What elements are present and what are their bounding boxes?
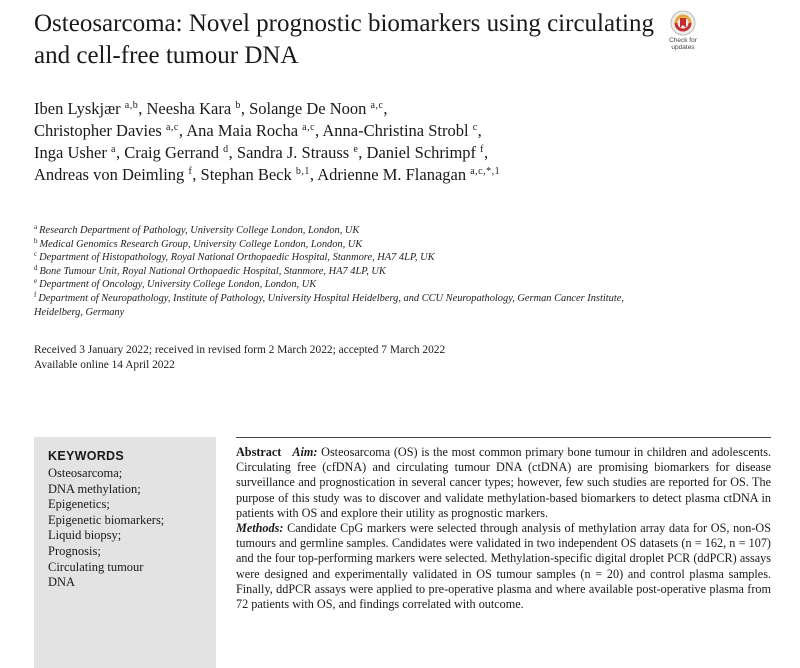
article-history: [34, 343, 674, 373]
keyword[interactable]: Circulating tumour DNA: [48, 559, 144, 590]
author[interactable]: Adrienne M. Flanagan $^{a,c,*,1}$: [317, 165, 501, 184]
author[interactable]: Christopher Davies $^{a,c}$: [34, 121, 179, 140]
author[interactable]: Andreas von Deimling $^f$: [34, 165, 193, 184]
affiliation: $^a$ Research Department of Pathology, University College London, London, UK: [34, 223, 360, 236]
author[interactable]: Solange De Noon $^{a,c}$: [249, 99, 384, 118]
affiliation: $^f$ Department of Neuropathology, Institute of Pathology, University Hospital Heidelberg, and CCU Neuropathology, German Cancer Institute, Heidelberg, Germany: [34, 290, 624, 318]
aim-label: Aim:: [292, 445, 318, 459]
badge-text-line2: updates: [671, 44, 695, 51]
author[interactable]: Anna-Christina Strobl $^c$: [322, 121, 478, 140]
abstract-methods: [236, 521, 771, 612]
author[interactable]: Ana Maia Rocha $^{a,c}$: [186, 121, 316, 140]
affiliation: $^d$ Bone Tumour Unit, Royal National Orthopaedic Hospital, Stanmore, HA7 4LP, UK: [34, 263, 386, 277]
check-for-updates-badge[interactable]: [660, 10, 706, 56]
paper-title: Osteosarcoma: Novel prognostic biomarkers using circulating and cell-free tumour DNA: [34, 10, 654, 69]
author[interactable]: Iben Lyskjær $^{a,b}$: [34, 99, 139, 118]
affiliation: $^e$ Department of Oncology, University College London, London, UK: [34, 277, 317, 291]
author-list: Iben Lyskjær $^{a,b}$, Neesha Kara $^b$, Solange De Noon $^{a,c}$, Christopher Davies $^{a,c}$, Ana Maia Rocha $^{a,c}$, Anna-Christina Strobl $^c$, Inga Usher $^a$, Craig Gerrand $^d$, Sandra J. Strauss $^e$, Daniel Schrimpf $^f$, Andreas von Deimling $^f$, Stephan Beck $^{b,1}$, Adrienne M. Flanagan $^{a,c,*,1}$: [34, 99, 501, 184]
methods-text: Candidate CpG markers were selected through analysis of methylation array data for OS, non-OS tumours and germline samples. Candidates were validated in two independent OS datasets (n = 162, n = 107) and the four top-performing markers were selected. Methylation-specific digital droplet PCR (ddPCR) assays were designed and experimentally validated in OS tumour samples (n = 20) and control plasma samples. Finally, ddPCR assays were applied to pre-operative plasma and where available post-operative plasma from 72 patients with OS, and findings correlated with outcome.: [236, 521, 771, 612]
keyword[interactable]: Epigenetics;: [48, 497, 110, 512]
abstract-label: Abstract: [236, 445, 282, 459]
keywords-box: [34, 437, 216, 668]
keywords-list: [48, 466, 206, 591]
aim-text: Osteosarcoma (OS) is the most common primary bone tumour in children and adolescents. Circulating free (cfDNA) and circulating tumour DNA (ctDNA) are promising biomarkers for disease surveillance and prognostication in several cancer types; however, few such studies are reported for OS. The purpose of this study was to discover and validate methylation-based biomarkers to detect plasma ctDNA in patients with OS and explore their utility as prognostic markers.: [236, 445, 772, 520]
keyword[interactable]: Prognosis;: [48, 543, 101, 558]
affiliation: $^b$ Medical Genomics Research Group, University College London, London, UK: [34, 236, 363, 250]
keyword[interactable]: Osteosarcoma;: [48, 466, 123, 480]
badge-label: [669, 37, 697, 51]
methods-label: Methods:: [236, 521, 284, 536]
author[interactable]: Sandra J. Strauss $^e$: [236, 143, 359, 162]
received-dates: Received 3 January 2022; received in revised form 2 March 2022; accepted 7 March 2022: [34, 344, 446, 356]
badge-text-line1: Check for: [669, 37, 697, 44]
author[interactable]: Neesha Kara $^b$: [146, 99, 241, 118]
abstract: [236, 437, 771, 668]
keyword[interactable]: Liquid biopsy;: [48, 528, 122, 543]
author[interactable]: Craig Gerrand $^d$: [124, 143, 229, 162]
keyword[interactable]: Epigenetic biomarkers;: [48, 512, 165, 527]
author[interactable]: Daniel Schrimpf $^f$: [366, 143, 485, 162]
affiliation: $^c$ Department of Histopathology, Royal National Orthopaedic Hospital, Stanmore, HA7 4LP, UK: [34, 250, 435, 264]
online-date: Available online 14 April 2022: [34, 359, 175, 371]
author[interactable]: Stephan Beck $^{b,1}$: [200, 165, 310, 184]
author[interactable]: Inga Usher $^a$: [34, 143, 116, 162]
check-for-updates-icon: [670, 10, 696, 36]
keyword[interactable]: DNA methylation;: [48, 481, 141, 496]
keywords-heading: KEYWORDS: [48, 449, 125, 463]
abstract-aim: [236, 445, 771, 521]
affiliation-list: [34, 224, 674, 319]
